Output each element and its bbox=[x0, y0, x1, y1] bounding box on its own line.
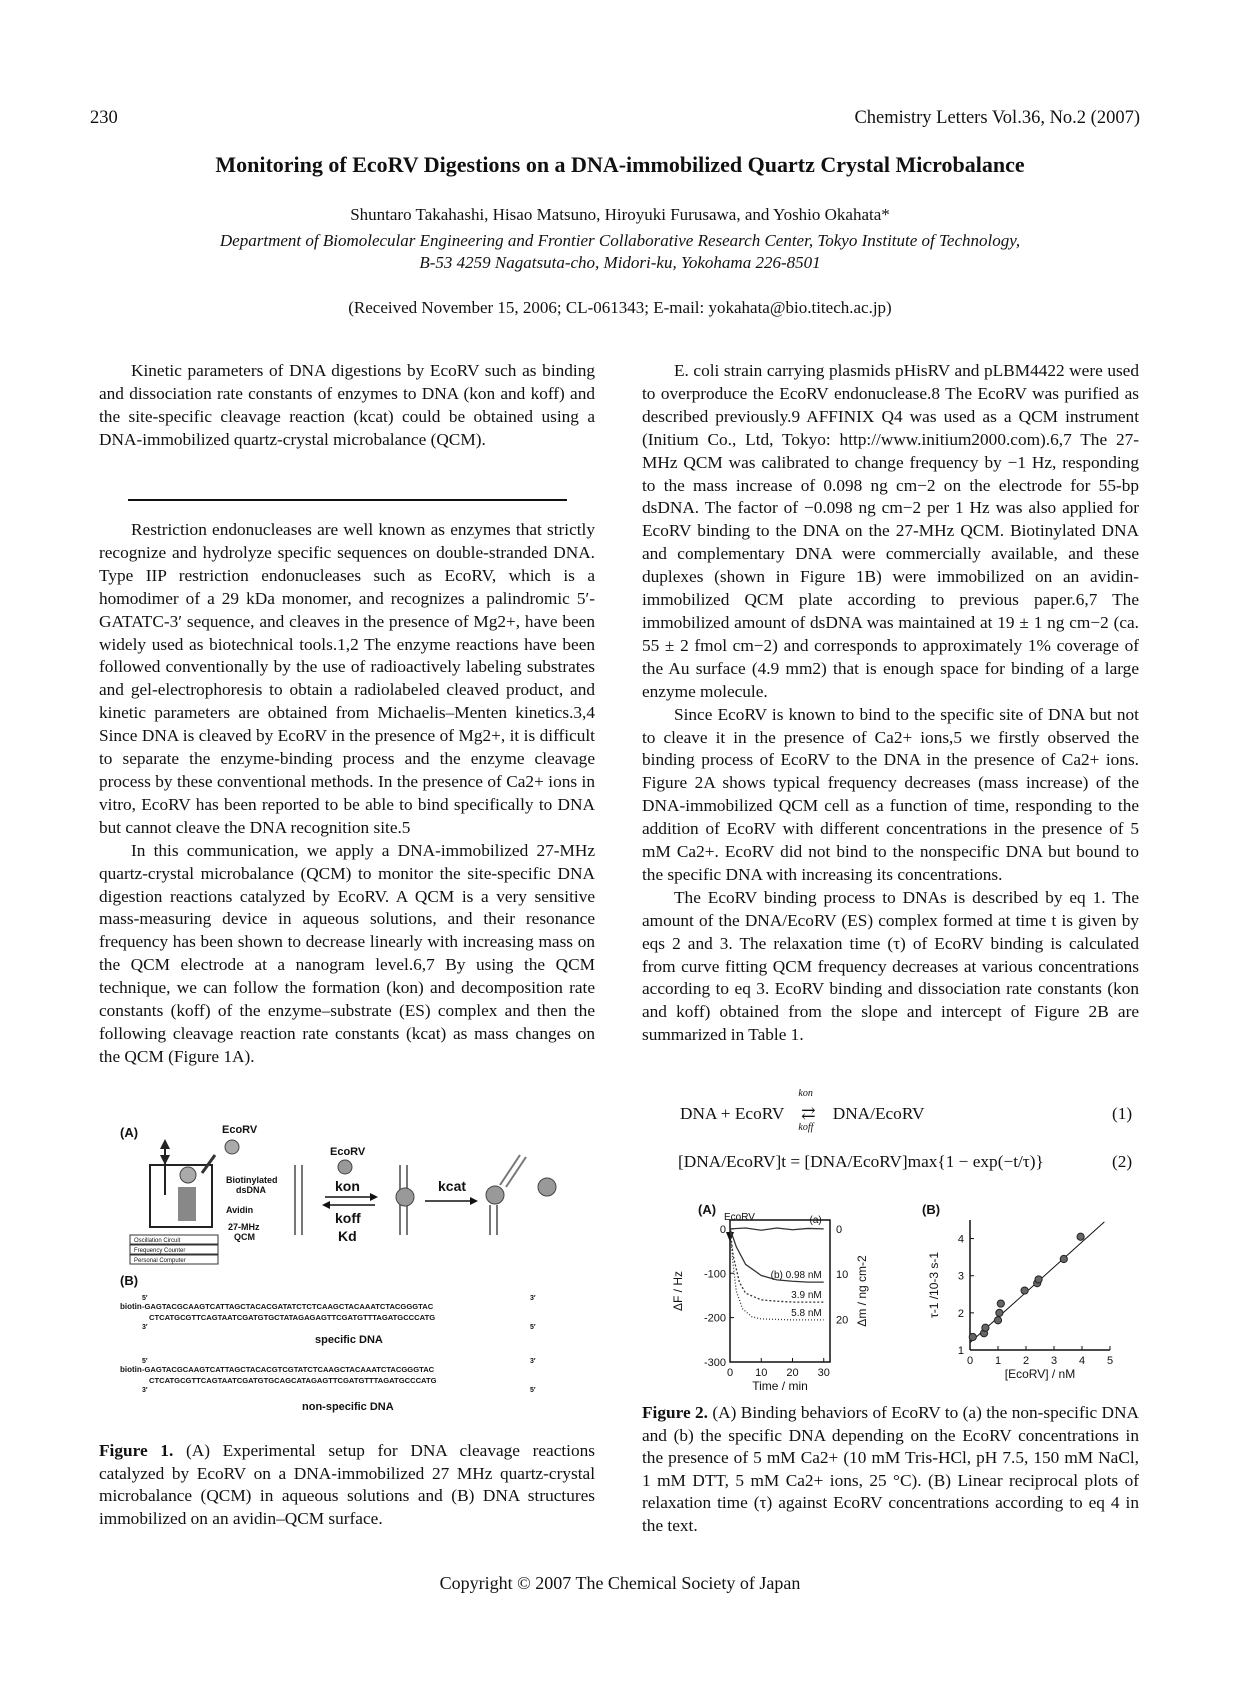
ecorv-cleaving-icon bbox=[486, 1186, 504, 1204]
ecorv-bound-icon bbox=[396, 1188, 414, 1206]
authors: Shuntaro Takahashi, Hisao Matsuno, Hiroyuki Furusawa, and Yoshio Okahata* bbox=[350, 205, 890, 224]
fig2a-axes bbox=[671, 1220, 869, 1393]
x-tick-label: 20 bbox=[786, 1367, 799, 1379]
eq1-arrows: kon ⇄ koff bbox=[798, 1088, 816, 1133]
figure-2-caption-text: (A) Binding behaviors of EcoRV to (a) the non-specific DNA and (b) the specific DNA depending on the EcoRV concentrations in the presence of 5 mM Ca2+ (10 mM Tris-HCl, pH 7.5, 150 mM NaCl, 1 mM DTT, 5 mM Ca2+ ions, 25 °C). (B) Linear reciprocal plots of relaxation time (τ) against EcoRV concentrations according to eq 4 in the text. bbox=[642, 1403, 1140, 1535]
data-point bbox=[1021, 1287, 1028, 1294]
right-paragraph: Since EcoRV is known to bind to the specific site of DNA but not to cleave it in the presence of Ca2+ ions,5 we firstly observed the binding process of EcoRV to the DNA in the presence of Ca2+ ions. Figure 2A shows typical frequency decreases (mass increase) of the DNA-immobilized QCM cell as a function of time, responding to the addition of EcoRV with different concentrations in the presence of 5 mM Ca2+. EcoRV did not bind to the nonspecific DNA but bound to the specific DNA with increasing its concentrations. bbox=[642, 704, 1139, 884]
figure-1-graphic bbox=[120, 1125, 580, 1425]
affiliation bbox=[0, 230, 1240, 274]
affiliation-line-2: B-53 4259 Nagatsuta-cho, Midori-ku, Yokohama 226-8501 bbox=[419, 253, 821, 272]
figure-1-caption bbox=[99, 1440, 595, 1530]
y-axis-label: ΔF / Hz bbox=[671, 1270, 685, 1312]
figure-2-graphic bbox=[670, 1200, 1130, 1400]
five-prime-label: 5′ bbox=[142, 1358, 148, 1365]
y-right-axis-label: Δm / ng cm-2 bbox=[855, 1255, 869, 1327]
fig1-panel-a: (A) bbox=[120, 1125, 139, 1140]
kcat-label: kcat bbox=[438, 1178, 467, 1194]
y-tick-label: 4 bbox=[957, 1233, 964, 1246]
left-body bbox=[99, 519, 595, 1069]
x-tick-label: 2 bbox=[1022, 1355, 1030, 1367]
qcm-freq-label: 27-MHz bbox=[228, 1222, 260, 1232]
right-tick-label: 0 bbox=[836, 1223, 843, 1236]
y-axis-label: τ-1 /10-3 s-1 bbox=[927, 1251, 941, 1319]
series-label: 5.8 nM bbox=[791, 1307, 822, 1319]
series-label: 3.9 nM bbox=[791, 1290, 822, 1302]
figure-2-caption bbox=[642, 1402, 1139, 1537]
eq2-number: (2) bbox=[1112, 1152, 1133, 1171]
abstract bbox=[99, 360, 595, 452]
kd-label: Kd bbox=[338, 1228, 357, 1244]
series-label: (a) bbox=[809, 1214, 822, 1226]
right-tick-label: 10 bbox=[836, 1269, 849, 1282]
eq1-right: DNA/EcoRV bbox=[832, 1104, 925, 1123]
abstract-text: Kinetic parameters of DNA digestions by EcoRV such as binding and dissociation rate constants of enzymes to DNA (kon and koff) and the site-specific cleavage reaction (kcat) could be obtained using a DNA-immobilized quartz-crystal microbalance (QCM). bbox=[99, 361, 595, 449]
fig2b-axes bbox=[927, 1220, 1113, 1381]
series-label: (b) 0.98 nM bbox=[770, 1270, 822, 1282]
y-tick-label: -100 bbox=[703, 1268, 726, 1281]
scheme-ecorv-label: EcoRV bbox=[330, 1146, 366, 1158]
figure-2-caption-label: Figure 2. bbox=[642, 1403, 708, 1422]
equation-2: [DNA/EcoRV]t = [DNA/EcoRV]max{1 − exp(−t/τ)} bbox=[678, 1152, 1044, 1171]
journal-header: Chemistry Letters Vol.36, No.2 (2007) bbox=[854, 108, 1140, 128]
y-tick-label: 2 bbox=[957, 1307, 964, 1320]
right-paragraph: E. coli strain carrying plasmids pHisRV and pLBM4422 were used to overproduce the EcoRV endonuclease.8 The EcoRV was purified as described previously.9 AFFINIX Q4 was used as a QCM instrument (Initium Co., Ltd, Tokyo: http://www.initium2000.com).6,7 The 27-MHz QCM was calibrated to change frequency by −1 Hz, responding to the mass increase of 0.098 ng cm−2 on the electrode for 55-bp dsDNA. The factor of −0.098 ng cm−2 per 1 Hz was also applied for EcoRV binding to the DNA on the 27-MHz QCM. Biotinylated DNA and complementary DNA were commercially available, and these duplexes (shown in Figure 1B) were immobilized on an avidin-immobilized QCM plate according to previous paper.6,7 The immobilized amount of dsDNA was maintained at 19 ± 1 ng cm−2 (ca. 55 ± 2 fmol cm−2) and corresponds to approximately 1% coverage of the Au surface (4.9 mm2) that is enough space for binding of a large enzyme molecule. bbox=[642, 361, 1139, 701]
nonspecific-dna-top: -GAGTACGCAAGTCATTAGCTACACGTCGTATCTCAAGCTACAAATCTACGGGTAC bbox=[142, 1365, 435, 1374]
eq1-left: DNA + EcoRV bbox=[680, 1104, 785, 1123]
specific-dna-top: -GAGTACGCAAGTCATTAGCTACACGATATCTCTCAAGCTACAAATCTACGGGTAC bbox=[142, 1302, 434, 1311]
abstract-divider bbox=[128, 499, 567, 501]
affiliation-line-1: Department of Biomolecular Engineering and Frontier Collaborative Research Center, Tokyo Institute of Technology, bbox=[219, 231, 1021, 250]
data-point bbox=[994, 1317, 1001, 1324]
figure-2 bbox=[670, 1200, 1130, 1400]
x-tick-label: 4 bbox=[1078, 1355, 1086, 1367]
eq1-k-top: kon bbox=[798, 1088, 813, 1099]
fig1-ecorv-label: EcoRV bbox=[222, 1125, 258, 1136]
qcm-apparatus bbox=[130, 1139, 239, 1264]
fig1-panel-b: (B) bbox=[120, 1273, 139, 1288]
fig2b-points bbox=[969, 1222, 1104, 1343]
biotinylated-label: Biotinylated bbox=[226, 1175, 278, 1185]
series-line bbox=[730, 1228, 824, 1230]
x-tick-label: 0 bbox=[726, 1367, 734, 1379]
equation-1 bbox=[680, 1088, 925, 1133]
figure-1-caption-text: (A) Experimental setup for DNA cleavage reactions catalyzed by EcoRV on a DNA-immobilized 27 MHz quartz-crystal microbalance (QCM) in aqueous solutions and (B) DNA structures immobilized on an avidin–QCM surface. bbox=[99, 1441, 595, 1528]
fig2-panel-b: (B) bbox=[922, 1202, 941, 1217]
copyright-footer: Copyright © 2007 The Chemical Society of Japan bbox=[439, 1573, 801, 1593]
right-body bbox=[642, 360, 1139, 1047]
koff-label: koff bbox=[335, 1210, 361, 1226]
fig2a-series bbox=[730, 1215, 824, 1320]
fig2-panel-a: (A) bbox=[698, 1202, 717, 1217]
y-tick-label: -200 bbox=[703, 1312, 726, 1325]
x-tick-label: 5 bbox=[1106, 1355, 1114, 1367]
five-prime-label: 5′ bbox=[530, 1324, 536, 1331]
data-point bbox=[982, 1324, 989, 1331]
right-paragraph: The EcoRV binding process to DNAs is described by eq 1. The amount of the DNA/EcoRV (ES) complex formed at time t is given by eqs 2 and 3. The relaxation time (τ) of EcoRV binding is calculated from curve fitting QCM frequency decreases at various concentrations according to eq 3. EcoRV binding and dissociation rate constants (kon and koff) obtained from the slope and intercept of Figure 2B are summarized in Table 1. bbox=[642, 887, 1139, 1045]
nonspecific-dna-bottom: CTCATGCGTTCAGTAATCGATGTGCAGCATAGAGTTCGATGTTTAGATGCCCATG bbox=[149, 1376, 437, 1385]
biotin-label: biotin bbox=[120, 1365, 142, 1374]
qcm-label: QCM bbox=[234, 1232, 255, 1242]
eq1-k-bottom: koff bbox=[798, 1122, 814, 1133]
specific-dna-label: specific DNA bbox=[315, 1334, 383, 1346]
x-tick-label: 0 bbox=[966, 1355, 974, 1367]
data-point bbox=[969, 1333, 976, 1340]
freq-counter-label: Frequency Counter bbox=[134, 1248, 186, 1254]
x-axis-label: [EcoRV] / nM bbox=[1004, 1367, 1076, 1381]
three-prime-label: 3′ bbox=[142, 1387, 148, 1394]
x-axis-label: Time / min bbox=[752, 1379, 808, 1393]
left-paragraph: In this communication, we apply a DNA-immobilized 27-MHz quartz-crystal microbalance (QCM) to monitor the site-specific DNA digestion reactions catalyzed by EcoRV. A QCM is a very sensitive mass-measuring device in aqueous solutions, and their resonance frequency has been shown to decrease linearly with increasing mass on the QCM electrode at a nanogram level.6,7 By using the QCM technique, we can follow the formation (kon) and decomposition rate constants (koff) of the enzyme–substrate (ES) complex and then the following cleavage reaction rate constants (kcat) as mass changes on the QCM (Figure 1A). bbox=[99, 840, 595, 1066]
three-prime-label: 3′ bbox=[530, 1295, 536, 1302]
data-point bbox=[1077, 1233, 1084, 1240]
left-paragraph: Restriction endonucleases are well known as enzymes that strictly recognize and hydrolyze specific sequences on double-stranded DNA. Type IIP restriction endonucleases such as EcoRV, which is a homodimer of a 29 kDa monomer, and recognizes a palindromic 5′-GATATC-3′ sequence, and cleaves in the presence of Mg2+, have been widely used as biotechnical tools.1,2 The enzyme reactions have been followed conventionally by the use of radioactively labeling substrates and gel-electrophoresis to obtain a radiolabeled cleaved product, and kinetic parameters are obtained from Michaelis–Menten kinetics.3,4 Since DNA is cleaved by EcoRV in the presence of Mg2+, it is difficult to separate the enzyme-binding process and the enzyme cleavage process by these conventional methods. In the presence of Ca2+ ions in vitro, EcoRV has been reported to be able to bind specifically to DNA but cannot cleave the DNA recognition site.5 bbox=[99, 520, 595, 837]
three-prime-label: 3′ bbox=[142, 1324, 148, 1331]
y-tick-label: -300 bbox=[703, 1357, 726, 1369]
page-number: 230 bbox=[90, 108, 118, 128]
dsdna-label: dsDNA bbox=[236, 1185, 267, 1195]
figure-1 bbox=[120, 1125, 580, 1425]
ecorv-free-icon bbox=[538, 1178, 556, 1196]
x-tick-label: 1 bbox=[994, 1355, 1002, 1367]
osc-label: Oscillation Circuit bbox=[134, 1238, 181, 1244]
eq1-number: (1) bbox=[1112, 1104, 1133, 1123]
data-point bbox=[997, 1300, 1004, 1307]
x-tick-label: 30 bbox=[817, 1367, 830, 1379]
five-prime-label: 5′ bbox=[530, 1387, 536, 1394]
five-prime-label: 5′ bbox=[142, 1295, 148, 1302]
paper-title: Monitoring of EcoRV Digestions on a DNA-immobilized Quartz Crystal Microbalance bbox=[215, 152, 1025, 177]
y-tick-label: 0 bbox=[719, 1223, 726, 1236]
figure-1-caption-label: Figure 1. bbox=[99, 1441, 174, 1460]
data-point bbox=[996, 1309, 1003, 1316]
ecorv-annotation: EcoRV bbox=[724, 1212, 755, 1223]
ecorv-icon bbox=[338, 1160, 352, 1174]
y-tick-label: 3 bbox=[957, 1270, 964, 1283]
received-line: (Received November 15, 2006; CL-061343; E-mail: yokahata@bio.titech.ac.jp) bbox=[348, 298, 892, 317]
x-tick-label: 3 bbox=[1050, 1355, 1058, 1367]
data-point bbox=[1035, 1276, 1042, 1283]
nonspecific-dna-label: non-specific DNA bbox=[302, 1401, 394, 1413]
avidin-label: Avidin bbox=[226, 1205, 254, 1215]
specific-dna-bottom: CTCATGCGTTCAGTAATCGATGTGCTATAGAGAGTTCGATGTTTAGATGCCCATG bbox=[149, 1313, 436, 1322]
data-point bbox=[1060, 1255, 1067, 1262]
x-tick-label: 10 bbox=[755, 1367, 768, 1379]
pc-label: Personal Computer bbox=[134, 1258, 186, 1264]
biotin-label: biotin bbox=[120, 1302, 142, 1311]
kon-label: kon bbox=[335, 1178, 360, 1194]
right-tick-label: 20 bbox=[836, 1314, 849, 1327]
y-tick-label: 1 bbox=[957, 1345, 964, 1357]
three-prime-label: 3′ bbox=[530, 1358, 536, 1365]
